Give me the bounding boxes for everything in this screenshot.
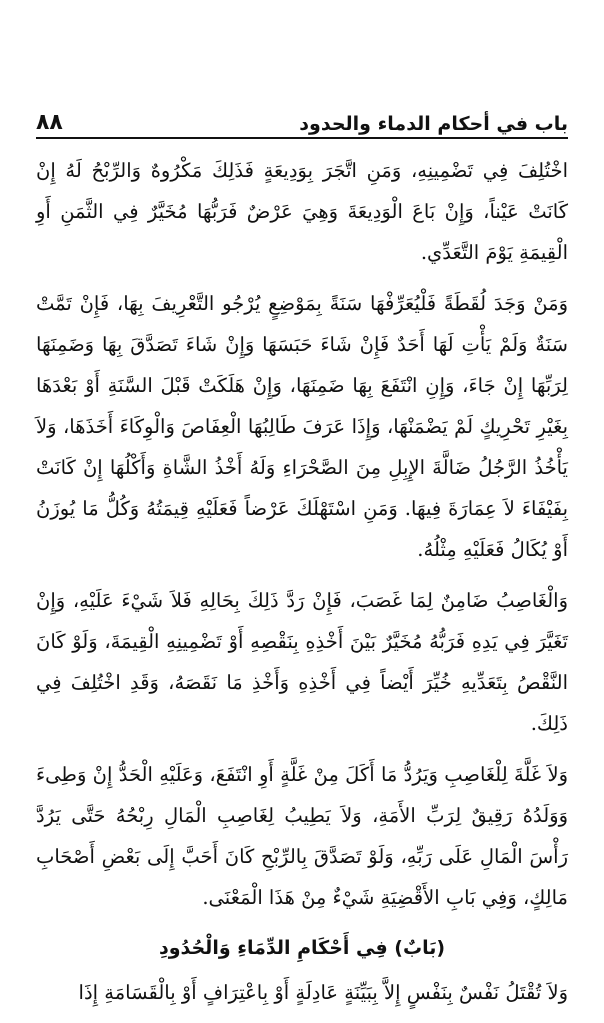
page-header [36,102,568,134]
page-number: ٨٨ [36,110,63,135]
header-divider [36,137,568,139]
paragraph-lost-property: وَمَنْ وَجَدَ لُقَطَةً فَلْيُعَرِّفْهَا سَنَةً بِمَوْضِعٍ يُرْجُو التَّعْرِيفَ بِهَا، فَإِنْ تَمَّتْ سَنَةٌ وَلَمْ يَأْتِ لَهَا أَحَدٌ فَإِنْ شَاءَ حَبَسَهَا وَإِنْ شَاءَ تَصَدَّقَ بِهَا وَضَمِنَهَا لِرَبِّهَا إِنْ جَاءَ، وَإِنِ انْتَفَعَ بِهَا ضَمِنَهَا، وَإِنْ هَلَكَتْ قَبْلَ السَّنَةِ أَوْ بَعْدَهَا بِغَيْرِ تَحْرِيكٍ لَمْ يَضْمَنْهَا، وَإِذَا عَرَفَ طَالِبُهَا الْعِفَاصَ وَالْوِكَاءَ أَخَذَهَا، وَلاَ يَأْخُذُ الرَّجُلُ ضَالَّةَ الإِبِلِ مِنَ الصَّحْرَاءِ وَلَهُ أَخْذُ الشَّاةِ وَأَكْلُهَا إِنْ كَانَتْ بِفَيْفَاءَ لاَ عِمَارَةَ فِيهَا. وَمَنِ اسْتَهْلَكَ عَرْضاً فَعَلَيْهِ قِيمَتُهُ وَكُلُّ مَا يُوزَنُ أَوْ يُكَالُ فَعَلَيْهِ مِثْلُهُ. [36,292,568,561]
paragraph-deposit: اخْتُلِفَ فِي تَضْمِينِهِ، وَمَنِ اتَّجَرَ بِوَدِيعَةٍ فَذَلِكَ مَكْرُوهٌ وَالرِّبْحُ لَهُ إِنْ كَانَتْ عَيْناً، وَإِنْ بَاعَ الْوَدِيعَةَ وَهِيَ عَرْضٌ فَرَبُّهَا مُخَيَّرٌ فِي الثَّمَنِ أَوِ الْقِيمَةِ يَوْمَ التَّعَدِّي. [36,159,568,264]
chapter-heading: (بَابٌ) فِي أَحْكَامِ الدِّمَاءِ وَالْحُدُودِ [158,937,446,959]
paragraph-usurper-liability: وَالْغَاصِبُ ضَامِنٌ لِمَا غَصَبَ، فَإِنْ رَدَّ ذَلِكَ بِحَالِهِ فَلاَ شَيْءَ عَلَيْهِ، وَإِنْ تَغَيَّرَ فِي يَدِهِ فَرَبُّهُ مُخَيَّرٌ بَيْنَ أَخْذِهِ بِنَقْصِهِ أَوْ تَضْمِينِهِ الْقِيمَةَ، وَلَوْ كَانَ النَّقْصُ بِتَعَدِّيهِ خُيِّرَ أَيْضاً فِي أَخْذِهِ وَأَخْذِ مَا نَقَصَهُ، وَقَدِ اخْتُلِفَ فِي ذَلِكَ. [36,589,568,735]
paragraph-blood-rulings: وَلاَ تُقْتَلُ نَفْسٌ بِنَفْسٍ إِلاَّ بِبَيِّنَةٍ عَادِلَةٍ أَوْ بِاعْتِرَافٍ أَوْ بِالْقَسَامَةِ إِذَا [78,981,568,1004]
body-text [36,150,568,1023]
paragraph-usurper-yield: وَلاَ غَلَّةَ لِلْغَاصِبِ وَيَرُدُّ مَا أَكَلَ مِنْ غَلَّةٍ أَوِ انْتَفَعَ، وَعَلَيْهِ الْحَدُّ إِنْ وَطِىءَ وَوَلَدُهُ رَقِيقٌ لِرَبِّ الأَمَةِ، وَلاَ يَطِيبُ لِغَاصِبِ الْمَالِ رِبْحُهُ حَتَّى يَرُدَّ رَأْسَ الْمَالِ عَلَى رَبِّهِ، وَلَوْ تَصَدَّقَ بِالرِّبْحِ كَانَ أَحَبَّ إِلَى بَعْضِ أَصْحَابِ مَالِكٍ، وَفِي بَابِ الأَقْضِيَةِ شَيْءٌ مِنْ هَذَا الْمَعْنَى. [36,763,568,909]
running-title: باب في أحكام الدماء والحدود [299,113,568,135]
